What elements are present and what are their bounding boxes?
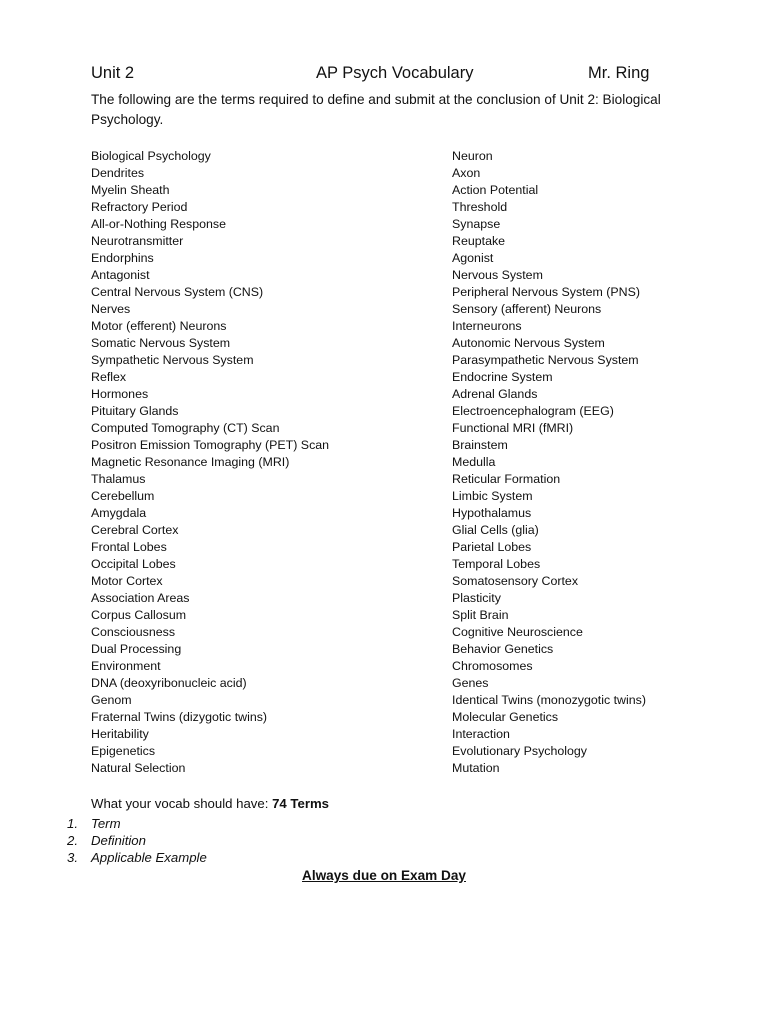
- term-item: Computed Tomography (CT) Scan: [91, 421, 280, 435]
- term-item: Electroencephalogram (EEG): [452, 404, 614, 418]
- term-item: Functional MRI (fMRI): [452, 421, 574, 435]
- requirement-number: 2.: [67, 833, 78, 848]
- term-item: Motor Cortex: [91, 574, 163, 588]
- term-item: Dual Processing: [91, 642, 182, 656]
- term-item: Consciousness: [91, 625, 176, 639]
- term-item: Frontal Lobes: [91, 540, 167, 554]
- due-notice: Always due on Exam Day: [302, 868, 466, 883]
- term-item: Endocrine System: [452, 370, 553, 384]
- term-item: Action Potential: [452, 183, 539, 197]
- intro-paragraph: The following are the terms required to define and submit at the conclusion of Unit 2: Biological Psychology.: [91, 92, 661, 127]
- term-item: DNA (deoxyribonucleic acid): [91, 676, 247, 690]
- term-item: Neurotransmitter: [91, 234, 184, 248]
- term-item: Axon: [452, 166, 481, 180]
- term-item: Temporal Lobes: [452, 557, 541, 571]
- unit-label: Unit 2: [91, 64, 135, 82]
- term-item: Myelin Sheath: [91, 183, 170, 197]
- term-item: Genom: [91, 693, 132, 707]
- term-item: Mutation: [452, 761, 500, 775]
- term-item: Nerves: [91, 302, 131, 316]
- term-item: Limbic System: [452, 489, 533, 503]
- term-item: Synapse: [452, 217, 501, 231]
- term-item: Parasympathetic Nervous System: [452, 353, 639, 367]
- requirement-number: 1.: [67, 816, 78, 831]
- term-item: Nervous System: [452, 268, 543, 282]
- term-item: Motor (efferent) Neurons: [91, 319, 227, 333]
- term-item: Reuptake: [452, 234, 506, 248]
- term-item: Adrenal Glands: [452, 387, 538, 401]
- term-item: Corpus Callosum: [91, 608, 187, 622]
- term-item: Hypothalamus: [452, 506, 532, 520]
- terms-column-right: [452, 148, 646, 777]
- term-item: Pituitary Glands: [91, 404, 179, 418]
- vocab-prefix: What your vocab should have:: [91, 796, 273, 811]
- term-item: Glial Cells (glia): [452, 523, 539, 537]
- term-item: Medulla: [452, 455, 496, 469]
- requirement-item: [67, 815, 207, 832]
- requirement-text: Term: [91, 816, 121, 831]
- term-item: Endorphins: [91, 251, 154, 265]
- term-item: Cerebral Cortex: [91, 523, 179, 537]
- term-item: Somatosensory Cortex: [452, 574, 579, 588]
- term-item: Neuron: [452, 149, 493, 163]
- term-item: Parietal Lobes: [452, 540, 532, 554]
- requirement-text: Definition: [91, 833, 146, 848]
- term-item: Evolutionary Psychology: [452, 744, 587, 758]
- term-item: Reflex: [91, 370, 127, 384]
- term-item: Cerebellum: [91, 489, 155, 503]
- term-item: Magnetic Resonance Imaging (MRI): [91, 455, 290, 469]
- term-item: Amygdala: [91, 506, 147, 520]
- document-header: [91, 64, 671, 88]
- term-item: Threshold: [452, 200, 508, 214]
- term-item: Identical Twins (monozygotic twins): [452, 693, 646, 707]
- term-item: Association Areas: [91, 591, 190, 605]
- term-item: Reticular Formation: [452, 472, 561, 486]
- term-item: Brainstem: [452, 438, 508, 452]
- term-item: Dendrites: [91, 166, 145, 180]
- term-item: Natural Selection: [91, 761, 186, 775]
- term-item: All-or-Nothing Response: [91, 217, 226, 231]
- term-item: Epigenetics: [91, 744, 156, 758]
- term-item: Antagonist: [91, 268, 150, 282]
- term-item: Agonist: [452, 251, 494, 265]
- term-item: Sympathetic Nervous System: [91, 353, 254, 367]
- term-item: Heritability: [91, 727, 149, 741]
- term-item: Fraternal Twins (dizygotic twins): [91, 710, 268, 724]
- term-item: Behavior Genetics: [452, 642, 554, 656]
- term-item: Biological Psychology: [91, 149, 211, 163]
- term-item: Positron Emission Tomography (PET) Scan: [91, 438, 330, 452]
- term-item: Autonomic Nervous System: [452, 336, 605, 350]
- term-item: Sensory (afferent) Neurons: [452, 302, 602, 316]
- term-item: Somatic Nervous System: [91, 336, 231, 350]
- term-item: Occipital Lobes: [91, 557, 176, 571]
- term-item: Cognitive Neuroscience: [452, 625, 583, 639]
- term-item: Split Brain: [452, 608, 509, 622]
- vocab-requirement-line: [91, 796, 329, 811]
- terms-column-left: [91, 148, 329, 777]
- term-item: Genes: [452, 676, 489, 690]
- term-item: Interaction: [452, 727, 510, 741]
- term-item: Refractory Period: [91, 200, 188, 214]
- term-count: 74 Terms: [272, 796, 330, 811]
- term-item: Interneurons: [452, 319, 522, 333]
- requirement-text: Applicable Example: [91, 850, 207, 865]
- term-item: Chromosomes: [452, 659, 533, 673]
- requirements-list: [67, 815, 207, 866]
- term-item: Central Nervous System (CNS): [91, 285, 264, 299]
- term-item: Environment: [91, 659, 161, 673]
- teacher-name: Mr. Ring: [588, 64, 650, 82]
- requirement-item: [67, 832, 207, 849]
- term-item: Peripheral Nervous System (PNS): [452, 285, 640, 299]
- term-item: Hormones: [91, 387, 149, 401]
- requirement-number: 3.: [67, 850, 78, 865]
- document-title: AP Psych Vocabulary: [316, 64, 474, 82]
- requirement-item: [67, 849, 207, 866]
- term-item: Thalamus: [91, 472, 146, 486]
- term-item: Molecular Genetics: [452, 710, 559, 724]
- term-item: Plasticity: [452, 591, 501, 605]
